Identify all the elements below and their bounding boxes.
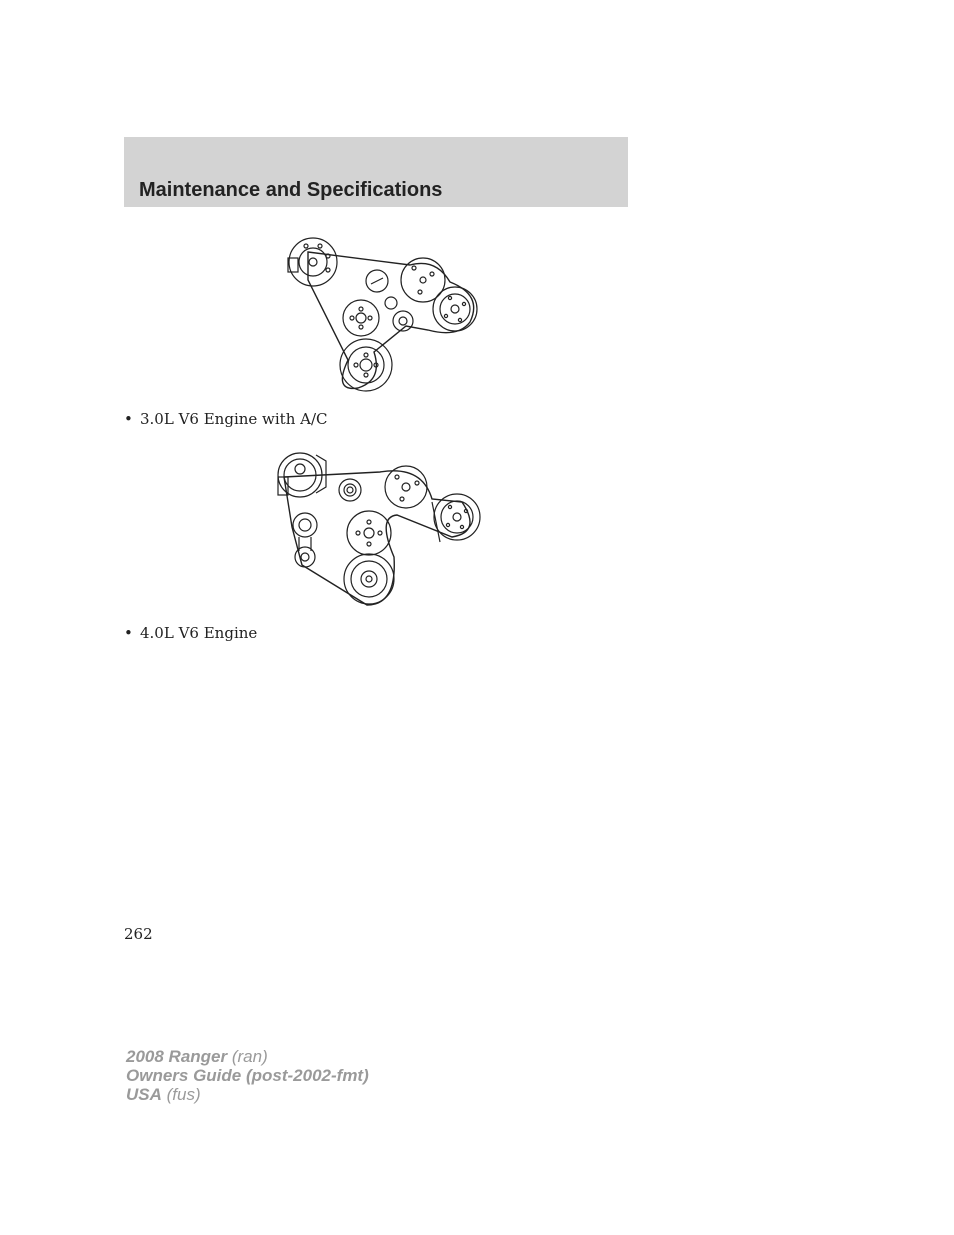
section-header <box>124 137 628 207</box>
belt-diagram-4-0l <box>272 447 487 612</box>
belt-diagram-3-0l <box>278 230 488 395</box>
figure-caption-1: • 3.0L V6 Engine with A/C <box>124 410 328 428</box>
document-footer <box>126 1047 369 1104</box>
figure-caption-2: • 4.0L V6 Engine <box>124 624 258 642</box>
footer-line-2: Owners Guide (post-2002-fmt) <box>126 1066 369 1085</box>
footer-line-3: USA (fus) <box>126 1085 201 1104</box>
section-title: Maintenance and Specifications <box>139 179 443 201</box>
footer-line-1: 2008 Ranger (ran) <box>126 1047 268 1066</box>
page-number: 262 <box>124 925 153 943</box>
